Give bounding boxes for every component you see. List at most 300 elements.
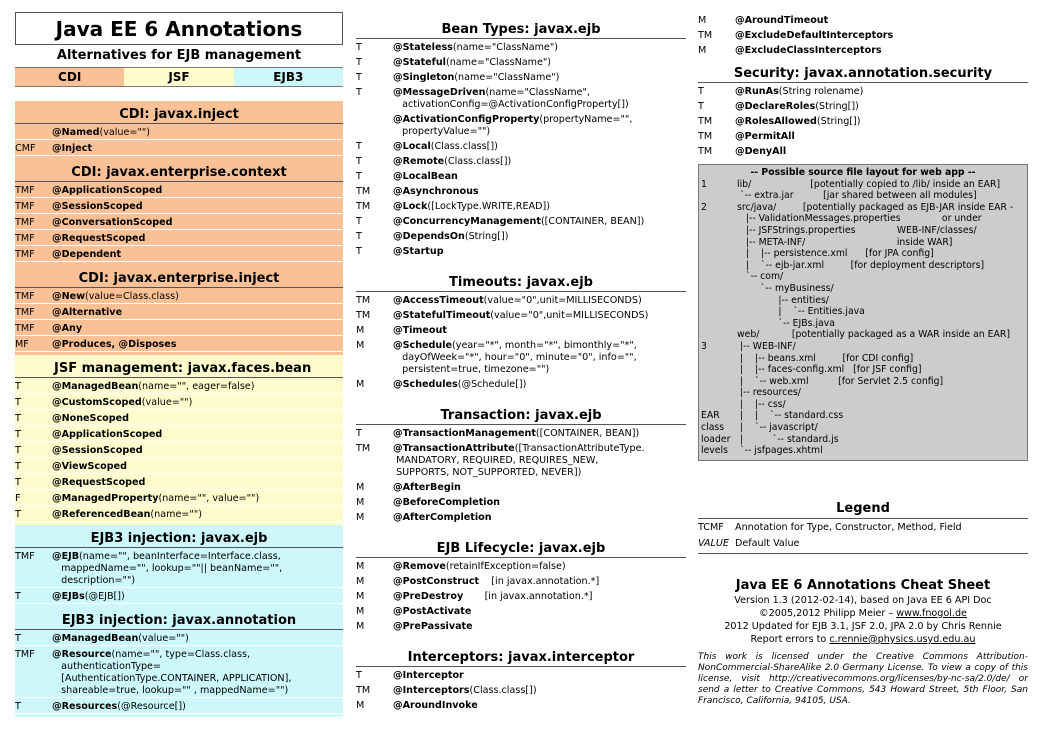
annotation-text	[735, 146, 1028, 158]
target-code: T	[356, 156, 362, 167]
target-code: M	[356, 482, 365, 493]
annotation-row	[15, 140, 343, 156]
target-code: T	[356, 216, 362, 227]
annotation-name: @Any	[52, 323, 83, 334]
annotation-name: @ReferencedBean	[52, 509, 151, 520]
fnogol-link[interactable]: www.fnogol.de	[896, 607, 967, 619]
annotation-row	[15, 394, 343, 410]
annotation-text	[52, 413, 343, 425]
target-code	[15, 127, 52, 139]
annotation-row	[356, 618, 686, 633]
annotation-row	[15, 442, 343, 458]
annotation-row	[15, 336, 343, 352]
section-cdi	[15, 159, 343, 265]
target-code: TM	[356, 443, 371, 454]
annotation-text	[52, 445, 343, 457]
section-ejb-lifecycle	[356, 527, 686, 636]
layout-line	[701, 260, 1025, 272]
copyright-text: ©2005,2012 Philipp Meier –	[759, 607, 897, 619]
target-code: T	[356, 428, 362, 439]
target-code: T	[356, 141, 362, 152]
target-code: F	[15, 493, 21, 504]
target-code: T	[356, 42, 362, 53]
layout-line-number: loader	[701, 433, 731, 445]
target-code: TMF	[15, 185, 35, 196]
alt-jsf: JSF	[124, 68, 233, 86]
annotation-row	[15, 646, 343, 698]
target-code: M	[356, 621, 365, 632]
annotation-text	[393, 482, 686, 494]
annotation-name: @Timeout	[393, 325, 447, 336]
layout-line-path: |-- WEB-INF/	[737, 340, 796, 352]
annotation-row	[698, 143, 1028, 158]
annotation-row	[698, 83, 1028, 98]
annotation-text: @Resource(name="", type=Class.class, authenticationType= [AuthenticationType.CONTAINER, APPLICATION], shareable=true, lookup="" , mappedName="")	[52, 649, 292, 696]
footer	[698, 578, 1028, 707]
target-code: T	[356, 670, 362, 681]
alt-cdi: CDI	[15, 68, 124, 86]
annotation-text	[52, 307, 343, 319]
layout-line-number	[701, 399, 737, 411]
layout-line-path: `-- com/	[737, 271, 784, 283]
alternatives-title: Alternatives for EJB management	[56, 48, 302, 63]
annotation-text: @Stateful(name="ClassName")	[393, 57, 552, 68]
section-ejb3-injection	[15, 607, 343, 717]
target-code: TMF	[15, 217, 35, 228]
layout-line-path: |-- entities/	[737, 294, 829, 306]
annotation-text: @Schedule(year="*", month="*", bimonthly="*", dayOfWeek="*", hour="0", minute="0", info="", persistent=true, timezone="")	[393, 340, 637, 375]
annotation-text	[393, 606, 686, 618]
annotation-text: @Lock([LockType.WRITE,READ])	[393, 201, 550, 212]
annotation-name: @Startup	[393, 246, 444, 257]
annotation-text: @DependsOn(String[])	[393, 231, 509, 242]
target-code: TM	[698, 146, 713, 157]
annotation-text: @Named(value="")	[52, 127, 151, 138]
annotation-row	[356, 307, 686, 322]
target-code: T	[356, 57, 362, 68]
annotation-name: @Stateless	[393, 42, 453, 53]
annotation-name: @Alternative	[52, 307, 123, 318]
page-title: Java EE 6 Annotations	[15, 12, 343, 45]
annotation-text	[735, 45, 1028, 57]
interceptor-continued	[698, 12, 1028, 60]
annotation-text	[52, 339, 343, 351]
col1-sections	[15, 101, 343, 717]
target-code: TMF	[15, 649, 35, 660]
annotation-row	[15, 588, 343, 604]
target-code: TMF	[15, 323, 35, 334]
section-heading: EJB3 injection: javax.ejb	[15, 525, 343, 548]
annotation-name: @Resource	[52, 649, 112, 660]
layout-line-path: | |-- css/	[737, 398, 786, 410]
annotation-name: @ViewScoped	[52, 461, 127, 472]
layout-line-number: 3	[701, 340, 707, 352]
source-layout-lines	[701, 179, 1025, 457]
layout-line-number	[701, 364, 737, 376]
layout-line-path: `-- extra.jar [jar shared between all modules]	[737, 190, 977, 202]
footer-title: Java EE 6 Annotations Cheat Sheet	[735, 577, 991, 593]
layout-line	[701, 213, 1025, 225]
annotation-row	[356, 322, 686, 337]
layout-line-path: | |-- persistence.xml [for JPA config]	[737, 248, 934, 260]
section-transaction	[356, 394, 686, 527]
layout-line	[701, 225, 1025, 237]
layout-line-path: | `-- ejb-jar.xml [for deployment descriptors]	[737, 259, 985, 271]
target-code: T	[356, 72, 362, 83]
target-code: T	[15, 633, 21, 644]
source-layout-box	[698, 164, 1028, 461]
layout-line	[701, 329, 1025, 341]
annotation-name: @Remote	[393, 156, 445, 167]
target-code: T	[15, 477, 21, 488]
annotation-row	[356, 588, 686, 603]
annotation-row	[356, 111, 686, 138]
legend-section	[698, 501, 1028, 554]
annotation-row	[698, 27, 1028, 42]
layout-line-number: 1	[701, 178, 707, 190]
annotation-name: @PermitAll	[735, 131, 795, 142]
annotation-name: @TransactionAttribute	[393, 443, 515, 454]
section-cdi	[15, 265, 343, 355]
annotation-text: @Singleton(name="ClassName")	[393, 72, 560, 83]
layout-line	[701, 179, 1025, 191]
section-jsf-management	[15, 355, 343, 525]
annotation-row	[356, 494, 686, 509]
annotation-row	[15, 426, 343, 442]
legend-divider	[698, 553, 1028, 554]
layout-line	[701, 306, 1025, 318]
layout-line-number	[701, 329, 737, 341]
annotation-text: @AccessTimeout(value="0",unit=MILLISECONDS)	[393, 295, 642, 306]
annotation-name: @AfterBegin	[393, 482, 461, 493]
layout-line	[701, 341, 1025, 353]
annotation-text	[393, 700, 686, 712]
target-code: M	[356, 606, 365, 617]
security-list	[698, 60, 1028, 161]
annotation-row	[15, 198, 343, 214]
annotation-name: @AfterCompletion	[393, 512, 492, 523]
annotation-text	[52, 429, 343, 441]
annotation-row	[356, 573, 686, 588]
legend-rows	[698, 519, 1028, 551]
annotation-text	[52, 477, 343, 489]
annotation-name: @Stateful	[393, 57, 446, 68]
annotation-text: @RolesAllowed(String[])	[735, 116, 861, 127]
column-1	[15, 0, 343, 717]
annotation-text: @Resources(@Resource[])	[52, 701, 186, 712]
layout-line-path: | `-- web.xml [for Servlet 2.5 config]	[737, 375, 944, 387]
annotation-name: @DependsOn	[393, 231, 465, 242]
annotation-text	[393, 325, 686, 337]
annotation-text: @ActivationConfigProperty(propertyName="", propertyValue="")	[393, 114, 633, 137]
section-heading: Interceptors: javax.interceptor	[356, 636, 686, 667]
annotation-text	[393, 171, 686, 183]
layout-line-path: `-- myBusiness/	[737, 282, 834, 294]
annotation-name: @Named	[52, 127, 100, 138]
layout-line-path: `-- jsfpages.xhtml	[737, 445, 823, 457]
target-code: M	[356, 379, 365, 390]
alternatives-row	[15, 67, 343, 87]
legend-key: VALUE	[698, 537, 729, 549]
layout-line-path: | `-- Entities.java	[737, 306, 865, 318]
layout-line-number: levels	[701, 445, 728, 457]
annotation-name: @Schedule	[393, 340, 453, 351]
target-code: T	[15, 413, 21, 424]
target-code: T	[15, 445, 21, 456]
annotation-text: @Stateless(name="ClassName")	[393, 42, 558, 53]
layout-line-path: |-- JSFStrings.properties WEB-INF/classes/	[737, 224, 977, 236]
layout-line-path: lib/ [potentially copied to /lib/ inside an EAR]	[737, 178, 1001, 190]
col3-top-list	[698, 12, 1028, 60]
target-code: TM	[698, 30, 713, 41]
annotation-text: @Local(Class.class[])	[393, 141, 498, 152]
annotation-row	[356, 337, 686, 376]
annotation-text: @ManagedBean(name="", eager=false)	[52, 381, 255, 392]
target-code: T	[15, 381, 21, 392]
target-code	[356, 114, 393, 138]
section-bean-types	[356, 20, 686, 261]
annotation-name: @Interceptors	[393, 685, 470, 696]
annotation-name: @SessionScoped	[52, 445, 143, 456]
annotation-name: @RequestScoped	[52, 233, 146, 244]
layout-line-path: src/java/ [potentially packaged as EJB-JAR inside EAR -	[737, 201, 1014, 213]
annotation-row	[356, 183, 686, 198]
annotation-name: @EJBs	[52, 591, 85, 602]
layout-line-number: class	[701, 422, 725, 434]
section-ejb3-injection	[15, 525, 343, 607]
target-code: TMF	[15, 249, 35, 260]
layout-line-number	[701, 318, 737, 330]
annotation-row	[356, 84, 686, 111]
layout-line-path: |-- resources/	[737, 387, 801, 399]
target-code: T	[698, 101, 704, 112]
annotation-row	[15, 474, 343, 490]
footer-report	[698, 633, 1028, 646]
section-heading: EJB Lifecycle: javax.ejb	[356, 527, 686, 558]
annotation-text: @ConcurrencyManagement([CONTAINER, BEAN])	[393, 216, 645, 227]
license-text: This work is licensed under the Creative Commons Attribution-NonCommercial-ShareAlike 2.0 Germany License. To view a copy of this license, visit http://creativecommons.org/licenses/by-nc-sa/2.0/de/ or send a letter to Creative Commons, 543 Howard Street, 5th Floor, San Francisco, California, 94105, USA.	[698, 651, 1028, 706]
target-code: T	[15, 509, 21, 520]
annotation-text: @ReferencedBean(name="")	[52, 509, 202, 520]
layout-line-number: EAR	[701, 410, 720, 422]
annotation-text: @TransactionAttribute([TransactionAttributeType. MANDATORY, REQUIRED, REQUIRES_NEW, SUPPORTS, NOT_SUPPORTED, NEVER])	[393, 443, 645, 478]
annotation-row	[356, 153, 686, 168]
annotation-name: @ActivationConfigProperty	[393, 114, 540, 125]
section-heading: EJB3 injection: javax.annotation	[15, 607, 343, 630]
target-code: TMF	[15, 551, 35, 562]
annotation-text: @DeclareRoles(String[])	[735, 101, 859, 112]
security-section	[698, 60, 1028, 161]
target-code: T	[356, 246, 362, 257]
target-code: T	[15, 701, 21, 712]
annotation-row	[15, 320, 343, 336]
annotation-name: @CustomScoped	[52, 397, 142, 408]
annotation-name: @ManagedBean	[52, 633, 139, 644]
section-timeouts	[356, 261, 686, 394]
legend-key: TCMF	[698, 521, 724, 533]
annotation-name: @Interceptor	[393, 670, 464, 681]
target-code: TM	[356, 295, 371, 306]
annotation-row	[356, 682, 686, 697]
annotation-name: @ManagedProperty	[52, 493, 159, 504]
annotation-text	[52, 185, 343, 197]
annotation-name: @SessionScoped	[52, 201, 143, 212]
layout-line-number	[701, 213, 737, 225]
annotation-name: @RunAs	[735, 86, 779, 97]
layout-line	[701, 422, 1025, 434]
annotation-text: @CustomScoped(value="")	[52, 397, 193, 408]
annotation-row	[356, 69, 686, 84]
legend-row	[698, 519, 1028, 535]
layout-line-number	[701, 260, 737, 272]
annotation-row	[356, 697, 686, 712]
annotation-name: @RolesAllowed	[735, 116, 817, 127]
annotation-name: @Lock	[393, 201, 428, 212]
annotation-text	[52, 143, 343, 155]
layout-line-number	[701, 237, 737, 249]
annotation-row	[356, 198, 686, 213]
annotation-name: @PrePassivate	[393, 621, 473, 632]
annotation-text: @StatefulTimeout(value="0",unit=MILLISECONDS)	[393, 310, 649, 321]
target-code: T	[15, 461, 21, 472]
annotation-row	[356, 603, 686, 618]
layout-line	[701, 237, 1025, 249]
annotation-row	[698, 42, 1028, 57]
col2-sections	[356, 20, 686, 715]
annotation-text	[393, 512, 686, 524]
target-code: M	[356, 576, 365, 587]
annotation-row	[15, 124, 343, 140]
annotation-text: @MessageDriven(name="ClassName", activationConfig=@ActivationConfigProperty[])	[393, 87, 629, 110]
annotation-name: @LocalBean	[393, 171, 458, 182]
annotation-text	[735, 30, 1028, 42]
annotation-row	[356, 54, 686, 69]
annotation-row	[356, 228, 686, 243]
target-code: T	[356, 231, 362, 242]
annotation-row	[15, 548, 343, 588]
report-email-link[interactable]: c.rennie@physics.usyd.edu.au	[829, 633, 976, 645]
annotation-text: @ManagedProperty(name="", value="")	[52, 493, 260, 504]
annotation-name: @Schedules	[393, 379, 458, 390]
annotation-row	[356, 667, 686, 682]
annotation-name: @ApplicationScoped	[52, 185, 163, 196]
layout-line	[701, 295, 1025, 307]
target-code: T	[15, 591, 21, 602]
annotation-name: @ConcurrencyManagement	[393, 216, 541, 227]
annotation-name: @DenyAll	[735, 146, 787, 157]
annotation-text: @ManagedBean(value="")	[52, 633, 189, 644]
legend-value: Default Value	[735, 537, 800, 549]
target-code: M	[356, 700, 365, 711]
annotation-name: @ExcludeDefaultInterceptors	[735, 30, 894, 41]
annotation-row	[15, 506, 343, 522]
annotation-row	[15, 214, 343, 230]
target-code: T	[15, 397, 21, 408]
annotation-text: @EJBs(@EJB[])	[52, 591, 125, 602]
annotation-row	[15, 304, 343, 320]
footer-copyright	[698, 607, 1028, 620]
layout-line	[701, 376, 1025, 388]
layout-line	[701, 445, 1025, 457]
target-code: TMF	[15, 201, 35, 212]
annotation-text: @PostConstruct [in javax.annotation.*]	[393, 576, 600, 587]
legend-row	[698, 535, 1028, 551]
layout-line-number	[701, 225, 737, 237]
annotation-text: @RunAs(String rolename)	[735, 86, 864, 97]
target-code: M	[356, 340, 365, 351]
annotation-name: @Dependent	[52, 249, 122, 260]
annotation-row	[356, 509, 686, 524]
annotation-name: @BeforeCompletion	[393, 497, 501, 508]
target-code: M	[356, 512, 365, 523]
annotation-name: @AroundTimeout	[735, 15, 829, 26]
annotation-row	[356, 440, 686, 479]
annotation-name: @RequestScoped	[52, 477, 146, 488]
annotation-text: @Remote(Class.class[])	[393, 156, 512, 167]
section-heading: Transaction: javax.ejb	[356, 394, 686, 425]
annotation-name: @Resources	[52, 701, 118, 712]
source-layout-title: -- Possible source file layout for web app --	[750, 167, 976, 178]
target-code: CMF	[15, 143, 36, 154]
target-code: TMF	[15, 233, 35, 244]
target-code: T	[15, 429, 21, 440]
annotation-text: @Interceptors(Class.class[])	[393, 685, 537, 696]
annotation-name: @PostConstruct	[393, 576, 480, 587]
annotation-row	[356, 213, 686, 228]
annotation-text	[52, 233, 343, 245]
footer-version: Version 1.3 (2012-02-14), based on Java EE 6 API Doc	[734, 594, 992, 606]
annotation-text: @New(value=Class.class)	[52, 291, 179, 302]
annotation-row	[356, 479, 686, 494]
annotation-name: @PreDestroy	[393, 591, 464, 602]
footer-updated: 2012 Updated for EJB 3.1, JSF 2.0, JPA 2.0 by Chris Rennie	[724, 620, 1002, 632]
annotation-text	[393, 246, 686, 258]
layout-line-number	[701, 306, 737, 318]
annotation-name: @Inject	[52, 143, 93, 154]
annotation-row	[356, 425, 686, 440]
annotation-name: @ExcludeClassInterceptors	[735, 45, 882, 56]
annotation-row	[356, 168, 686, 183]
target-code: M	[356, 591, 365, 602]
annotation-row	[698, 128, 1028, 143]
annotation-row	[15, 230, 343, 246]
layout-line-path: | |-- faces-config.xml [for JSF config]	[737, 364, 922, 376]
annotation-row	[15, 288, 343, 304]
layout-line-number	[701, 387, 737, 399]
layout-line-number: 2	[701, 201, 707, 213]
annotation-text	[52, 217, 343, 229]
legend-heading: Legend	[698, 501, 1028, 519]
annotation-name: @ConversationScoped	[52, 217, 173, 228]
layout-line	[701, 410, 1025, 422]
layout-line	[701, 434, 1025, 446]
annotation-row	[15, 410, 343, 426]
annotation-name: @NoneScoped	[52, 413, 129, 424]
layout-line-number	[701, 353, 737, 365]
target-code: M	[356, 497, 365, 508]
annotation-row	[356, 558, 686, 573]
annotation-row	[698, 98, 1028, 113]
section-heading: CDI: javax.enterprise.context	[15, 159, 343, 182]
section-heading: Security: javax.annotation.security	[698, 60, 1028, 83]
layout-line	[701, 387, 1025, 399]
annotation-name: @Asynchronous	[393, 186, 479, 197]
annotation-name: @Singleton	[393, 72, 455, 83]
column-3	[698, 0, 1028, 707]
annotation-row	[15, 378, 343, 394]
layout-line	[701, 190, 1025, 202]
annotation-text	[52, 201, 343, 213]
